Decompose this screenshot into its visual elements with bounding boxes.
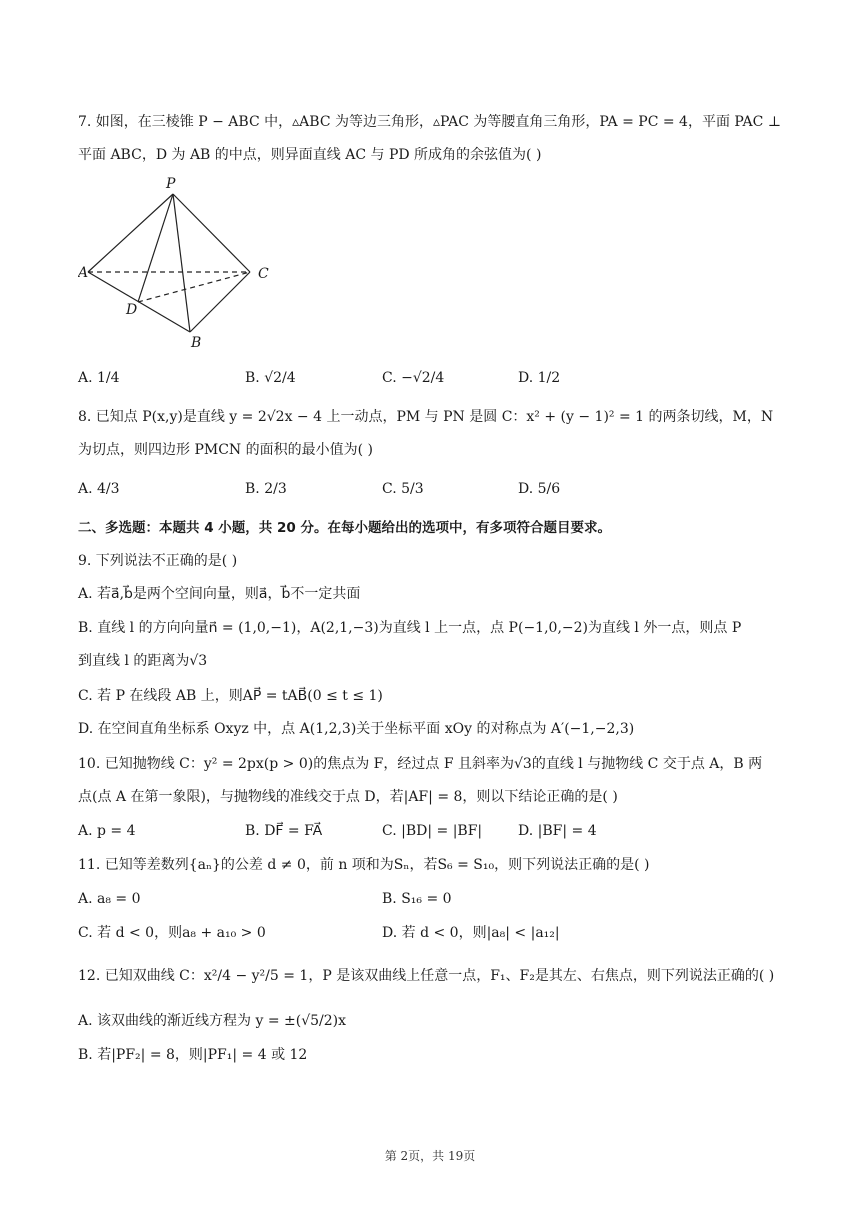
q8-option-c[interactable]: C. 5/3 (382, 481, 424, 497)
q7-option-c[interactable]: C. −√2/4 (382, 370, 445, 386)
edge-DC-hidden (138, 272, 250, 302)
edge-BC (190, 272, 250, 332)
label-D: D (126, 302, 138, 318)
edge-PB (173, 194, 190, 332)
q9-option-b-line2: 到直线 l 的距离为√3 (78, 653, 208, 669)
q7-option-a[interactable]: A. 1/4 (78, 370, 120, 386)
figure-edges (88, 194, 250, 332)
q8-stem-line2: 为切点，则四边形 PMCN 的面积的最小值为( ) (78, 442, 373, 458)
q11-stem: 11. 已知等差数列{aₙ}的公差 d ≠ 0，前 n 项和为Sₙ，若S₆ = S₁₀，则下列说法正确的是( ) (78, 857, 650, 873)
q10-option-c[interactable]: C. |BD| = |BF| (382, 823, 483, 839)
q9-option-b-line1[interactable]: B. 直线 l 的方向向量n⃗ = (1,0,−1)，A(2,1,−3)为直线 l 上一点，点 P(−1,0,−2)为直线 l 外一点，则点 P (78, 620, 742, 636)
label-C: C (258, 266, 269, 282)
q10-option-b[interactable]: B. DF⃗ = FA⃗ (245, 823, 323, 839)
section-multi-choice-heading: 二、多选题：本题共 4 小题，共 20 分。在每小题给出的选项中，有多项符合题目要求。 (78, 520, 611, 536)
q10-option-d[interactable]: D. |BF| = 4 (518, 823, 597, 839)
q10-stem-line1: 10. 已知抛物线 C：y² = 2px(p > 0)的焦点为 F，经过点 F 且斜率为√3的直线 l 与抛物线 C 交于点 A，B 两 (78, 756, 763, 772)
q9-option-d[interactable]: D. 在空间直角坐标系 Oxyz 中，点 A(1,2,3)关于坐标平面 xOy 的对称点为 A′(−1,−2,3) (78, 721, 635, 737)
q9-option-c[interactable]: C. 若 P 在线段 AB 上，则AP⃗ = tAB⃗(0 ≤ t ≤ 1) (78, 688, 383, 704)
q7-stem-line1: 7. 如图，在三棱锥 P − ABC 中，▵ABC 为等边三角形，▵PAC 为等腰直角三角形，PA = PC = 4，平面 PAC ⊥ (78, 114, 781, 130)
tetrahedron-figure (78, 172, 288, 352)
label-A: A (78, 265, 89, 281)
label-P: P (166, 176, 176, 192)
q11-option-b[interactable]: B. S₁₆ = 0 (382, 891, 452, 907)
q11-option-d[interactable]: D. 若 d < 0，则|a₈| < |a₁₂| (382, 925, 560, 941)
q10-option-a[interactable]: A. p = 4 (78, 823, 136, 839)
q7-option-b[interactable]: B. √2/4 (245, 370, 296, 386)
q8-option-a[interactable]: A. 4/3 (78, 481, 120, 497)
edge-PC (173, 194, 250, 272)
q10-stem-line2: 点(点 A 在第一象限)，与抛物线的准线交于点 D，若|AF| = 8，则以下结论正确的是( ) (78, 789, 618, 805)
q9-option-a[interactable]: A. 若a⃗,b⃗是两个空间向量，则a⃗，b⃗不一定共面 (78, 586, 361, 602)
label-B: B (191, 335, 202, 351)
q11-option-a[interactable]: A. a₈ = 0 (78, 891, 141, 907)
q8-option-b[interactable]: B. 2/3 (245, 481, 287, 497)
q12-option-a[interactable]: A. 该双曲线的渐近线方程为 y = ±(√5/2)x (78, 1013, 347, 1029)
q12-option-b[interactable]: B. 若|PF₂| = 8，则|PF₁| = 4 或 12 (78, 1047, 308, 1063)
q9-stem: 9. 下列说法不正确的是( ) (78, 553, 238, 569)
q7-stem-line2: 平面 ABC，D 为 AB 的中点，则异面直线 AC 与 PD 所成角的余弦值为( ) (78, 147, 542, 163)
page-footer: 第 2页，共 19页 (384, 1149, 476, 1163)
q8-stem-line1: 8. 已知点 P(x,y)是直线 y = 2√2x − 4 上一动点，PM 与 PN 是圆 C：x² + (y − 1)² = 1 的两条切线，M，N (78, 409, 774, 425)
q11-option-c[interactable]: C. 若 d < 0，则a₈ + a₁₀ > 0 (78, 925, 266, 941)
q8-option-d[interactable]: D. 5/6 (518, 481, 561, 497)
q7-option-d[interactable]: D. 1/2 (518, 370, 561, 386)
q12-stem: 12. 已知双曲线 C：x²/4 − y²/5 = 1，P 是该双曲线上任意一点，F₁、F₂是其左、右焦点，则下列说法正确的( ) (78, 968, 775, 984)
